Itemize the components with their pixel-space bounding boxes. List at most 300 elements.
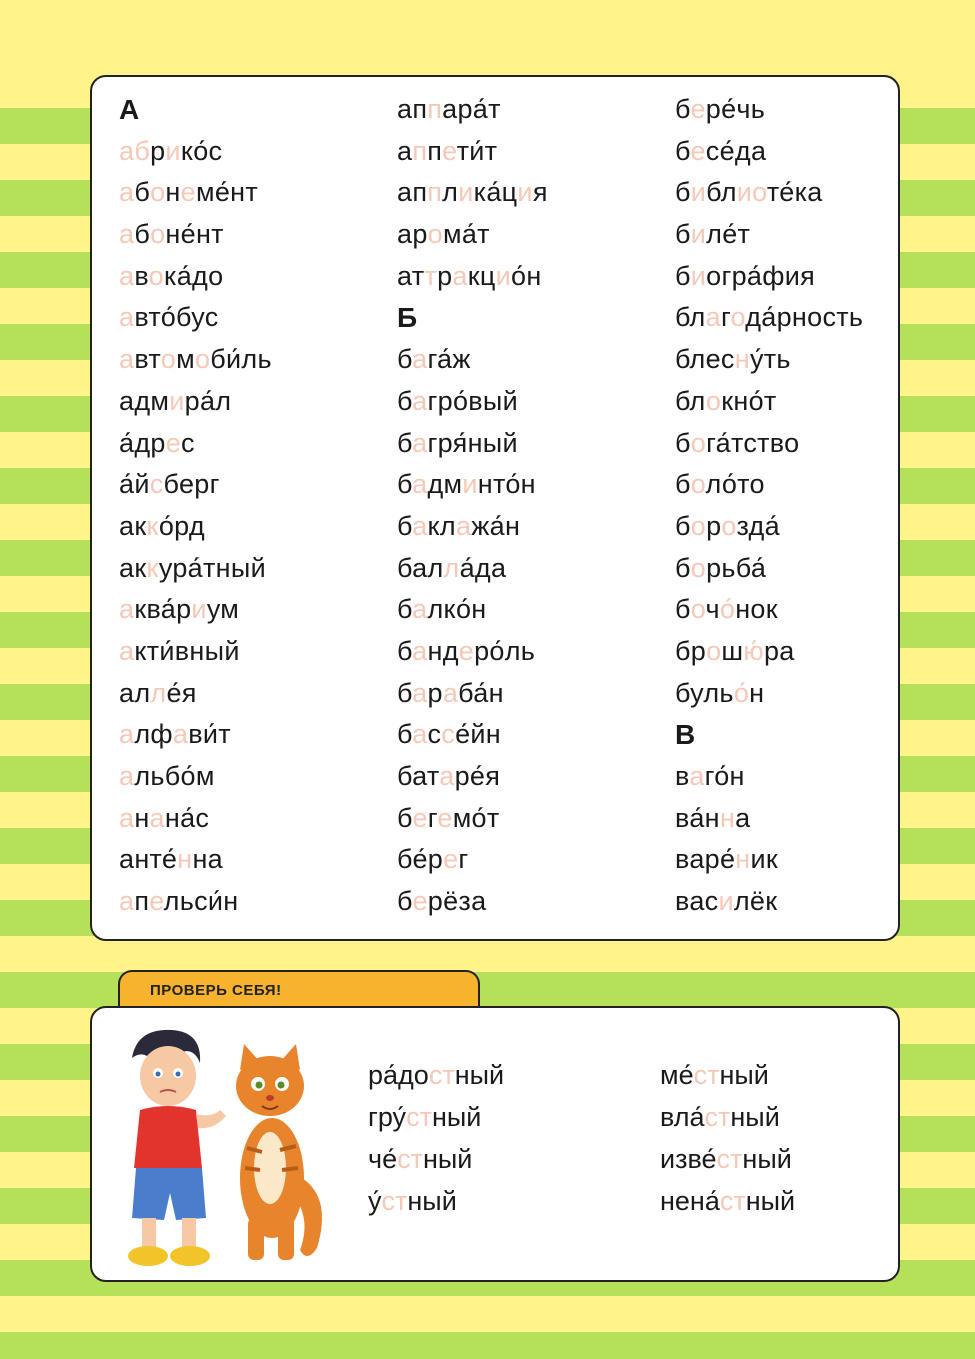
word-fragment: б [675, 510, 691, 541]
word-fragment: блес [675, 344, 735, 375]
hidden-letter: а [412, 344, 428, 375]
word-fragment: ап [397, 177, 428, 208]
word-fragment: ный [422, 1144, 473, 1174]
word-fragment: ный [431, 1102, 482, 1132]
hidden-letter: а [442, 677, 459, 708]
word-fragment: в [675, 761, 690, 791]
hidden-letter: а [412, 594, 428, 625]
hidden-letter: п [412, 135, 428, 166]
word-fragment: кти́вный [134, 635, 240, 666]
word-fragment: с [427, 719, 442, 750]
word-fragment: кц [467, 260, 496, 291]
word-item [397, 214, 548, 256]
word-item [368, 1180, 504, 1222]
word-fragment: бл [706, 177, 737, 208]
hidden-letter: к [146, 510, 159, 541]
word-fragment: у́ть [749, 344, 791, 375]
word-item [397, 548, 548, 590]
word-fragment: се́да [705, 135, 767, 166]
word-item [119, 381, 272, 423]
hidden-letter: с [149, 469, 164, 500]
word-fragment: б [675, 135, 691, 166]
hidden-letter: о [690, 510, 707, 541]
word-item [675, 339, 863, 381]
hidden-letter: о [150, 177, 166, 208]
boy-and-cat-illustration [102, 1018, 342, 1278]
hidden-letter: о [160, 344, 177, 375]
hidden-letter: и [169, 385, 185, 416]
hidden-letter: а [119, 302, 135, 333]
word-fragment: б [397, 510, 413, 541]
word-fragment: ара́т [442, 94, 501, 124]
word-fragment: вас [675, 886, 719, 917]
word-fragment: р [437, 260, 453, 291]
hidden-letter: а [119, 594, 135, 625]
hidden-letter: а [119, 761, 135, 791]
word-fragment: ат [397, 260, 425, 291]
hidden-letter: ст [381, 1186, 408, 1216]
hidden-letter: л [443, 552, 460, 583]
word-item [119, 339, 272, 381]
word-item [675, 881, 863, 923]
word-fragment: огра́фия [706, 260, 816, 291]
word-item [675, 589, 863, 631]
word-fragment: ра [763, 635, 795, 666]
word-item [397, 506, 548, 548]
word-fragment: ура́тный [158, 552, 266, 583]
word-fragment: н [134, 802, 150, 833]
hidden-letter: а [119, 802, 135, 833]
word-fragment: а [735, 802, 751, 833]
word-item [397, 673, 548, 715]
word-fragment: б [675, 427, 691, 458]
word-fragment: б [675, 594, 691, 625]
hidden-letter: п [427, 94, 443, 124]
word-fragment: бал [397, 552, 444, 583]
hidden-letter: а [119, 719, 135, 750]
word-fragment: ти́т [456, 135, 498, 166]
word-fragment: кно́т [721, 385, 777, 416]
hidden-letter: е [412, 886, 428, 917]
word-fragment: ный [719, 1060, 769, 1090]
word-fragment: варе́ [675, 844, 736, 875]
hidden-letter: е [690, 135, 706, 166]
word-fragment: б [397, 344, 413, 375]
hidden-letter: ст [704, 1102, 731, 1132]
word-fragment: вла́ [660, 1102, 705, 1132]
word-item [397, 381, 548, 423]
word-fragment: ка́ц [473, 177, 518, 208]
word-fragment: рьба́ [706, 552, 767, 583]
word-fragment: ро́ль [474, 635, 536, 666]
word-fragment: ный [407, 1186, 457, 1216]
hidden-letter: а [172, 719, 189, 750]
word-item [397, 881, 548, 923]
word-fragment: бл [675, 302, 706, 333]
word-fragment: на [192, 844, 223, 875]
hidden-letter: п [427, 177, 443, 208]
word-fragment: а́й [119, 469, 150, 500]
boy-icon [128, 1030, 226, 1266]
word-fragment: да́рность [745, 302, 864, 333]
word-item [675, 423, 863, 465]
hidden-letter: а [119, 635, 135, 666]
hidden-letter: о [690, 427, 707, 458]
word-fragment: ный [745, 1186, 796, 1216]
word-fragment: м [176, 344, 195, 375]
word-item [675, 89, 863, 131]
word-item [119, 631, 272, 673]
word-item [119, 756, 272, 798]
word-fragment: мо́т [452, 802, 500, 833]
word-fragment: у́ [368, 1186, 382, 1216]
word-item [675, 506, 863, 548]
hidden-letter: и [165, 135, 181, 166]
hidden-letter: е [458, 635, 475, 666]
word-item [119, 172, 272, 214]
cat-icon [236, 1044, 322, 1260]
word-item [660, 1138, 795, 1180]
word-fragment: б [397, 802, 413, 833]
word-fragment: г [458, 844, 469, 875]
word-fragment: ный [742, 1144, 792, 1174]
hidden-letter: и [517, 177, 533, 208]
word-fragment: вто́бус [134, 302, 219, 333]
hidden-letter: а [705, 302, 721, 333]
word-item [397, 631, 548, 673]
word-fragment: на́с [164, 802, 210, 833]
word-fragment: р [150, 135, 166, 166]
hidden-letter: н [735, 844, 751, 875]
word-fragment: ме́ [660, 1060, 694, 1090]
word-fragment: н [749, 677, 765, 708]
hidden-letter: и [736, 177, 753, 208]
word-item [119, 214, 272, 256]
hidden-letter: о [194, 344, 211, 375]
hidden-letter: а [412, 385, 428, 416]
hidden-letter: е [443, 844, 459, 875]
word-fragment: би́ль [210, 344, 272, 375]
word-fragment: п [134, 886, 150, 917]
word-item [397, 839, 548, 881]
word-item [397, 589, 548, 631]
word-item [368, 1096, 504, 1138]
word-fragment: б [675, 260, 691, 291]
word-fragment: ви́т [188, 719, 231, 750]
word-fragment: с [181, 427, 195, 458]
word-fragment: гро́вый [427, 385, 518, 416]
word-fragment: р [427, 677, 443, 708]
word-fragment: я [532, 177, 548, 208]
hidden-letter: и [458, 177, 474, 208]
word-item [397, 172, 548, 214]
hidden-letter: а [412, 635, 428, 666]
hidden-letter: о [706, 635, 722, 666]
word-item [119, 839, 272, 881]
word-fragment: р [706, 510, 722, 541]
hidden-letter: т [424, 260, 438, 291]
hidden-letter: ю́ [743, 635, 764, 666]
word-item [675, 464, 863, 506]
word-fragment: ап [397, 94, 428, 124]
word-fragment: гру́ [368, 1102, 407, 1132]
word-fragment: в [134, 260, 149, 291]
word-column-3 [675, 89, 863, 923]
word-fragment: ак [119, 552, 147, 583]
word-fragment: ре́чь [705, 94, 766, 124]
word-list-card [90, 75, 900, 941]
word-item [397, 256, 548, 298]
word-fragment: ал [119, 677, 151, 708]
hidden-letter: ст [428, 1060, 455, 1090]
word-fragment: б [397, 677, 413, 708]
word-fragment: бат [397, 761, 440, 791]
word-fragment: г [720, 302, 731, 333]
word-fragment: ме́нт [195, 177, 259, 208]
word-fragment: ный [454, 1060, 505, 1090]
hidden-letter: а [412, 510, 428, 541]
word-fragment: ма́т [442, 219, 490, 250]
word-fragment: ква́р [134, 594, 192, 625]
word-item [675, 839, 863, 881]
word-item [397, 714, 548, 756]
word-item [675, 214, 863, 256]
word-fragment: лф [134, 719, 173, 750]
hidden-letter: л [150, 677, 167, 708]
word-fragment: не́нт [165, 219, 224, 250]
section-letter: А [119, 94, 140, 125]
word-fragment: кл [427, 510, 456, 541]
hidden-letter: ст [716, 1144, 743, 1174]
word-item [397, 464, 548, 506]
word-item [119, 256, 272, 298]
word-fragment: б [397, 719, 413, 750]
word-fragment: б [134, 219, 151, 250]
hidden-letter: о [690, 469, 706, 500]
hidden-letter: и [690, 219, 707, 250]
hidden-letter: е [165, 427, 182, 458]
hidden-letter: а [452, 260, 468, 291]
hidden-letter: о [690, 552, 707, 583]
word-fragment: льси́н [163, 886, 239, 917]
hidden-letter: и [690, 260, 707, 291]
word-item [675, 548, 863, 590]
word-fragment: рёза [427, 886, 487, 917]
hidden-letter: а [412, 469, 428, 500]
word-fragment: лко́н [427, 594, 487, 625]
hidden-letter: и [690, 177, 707, 208]
word-fragment: ный [730, 1102, 780, 1132]
word-fragment: нто́н [477, 469, 536, 500]
word-fragment: ак [119, 510, 147, 541]
hidden-letter: ст [719, 1186, 746, 1216]
word-fragment: б [675, 94, 691, 124]
word-fragment: б [397, 427, 413, 458]
word-fragment: вт [134, 344, 161, 375]
hidden-letter: и [462, 469, 478, 500]
hidden-letter: н [719, 802, 736, 833]
check-column-2 [660, 1054, 795, 1222]
word-item [119, 464, 272, 506]
hidden-letter: а [119, 260, 135, 291]
word-fragment: гря́ный [427, 427, 518, 458]
hidden-letter: а [412, 427, 428, 458]
word-fragment: жа́н [471, 510, 521, 541]
word-fragment: ум [206, 594, 240, 625]
section-letter: Б [397, 302, 418, 334]
word-item [119, 548, 272, 590]
hidden-letter: о [730, 302, 746, 333]
word-fragment: б [675, 552, 691, 583]
hidden-letter: о [150, 219, 166, 250]
word-fragment: га́ж [427, 344, 471, 375]
word-item [660, 1180, 795, 1222]
word-item [675, 381, 863, 423]
hidden-letter: а [439, 761, 455, 791]
word-item [675, 131, 863, 173]
word-item [675, 631, 863, 673]
word-fragment: нд [427, 635, 459, 666]
word-item [119, 589, 272, 631]
word-item [675, 256, 863, 298]
hidden-letter: о [721, 510, 737, 541]
word-fragment: о́н [511, 260, 542, 291]
hidden-letter: е [437, 802, 453, 833]
word-item [119, 131, 272, 173]
word-fragment: г [427, 802, 438, 833]
word-item [397, 423, 548, 465]
hidden-letter: ст [406, 1102, 432, 1132]
hidden-letter: а [455, 510, 472, 541]
hidden-letter: о [427, 219, 443, 250]
hidden-letter: е [180, 177, 196, 208]
word-item [119, 714, 272, 756]
word-fragment: о́рд [158, 510, 205, 541]
word-fragment: че́ [368, 1144, 398, 1174]
word-fragment: га́тство [706, 427, 800, 458]
word-fragment: ре́я [454, 761, 501, 791]
word-fragment: б [397, 385, 413, 416]
word-fragment: е́я [166, 677, 197, 708]
hidden-letter: а [119, 177, 135, 208]
word-item [119, 297, 272, 339]
word-item [675, 297, 863, 339]
hidden-letter: ст [397, 1144, 423, 1174]
word-item [675, 673, 863, 715]
hidden-letter: а [412, 719, 428, 750]
word-fragment: ка́до [164, 260, 224, 291]
word-fragment: лёк [733, 886, 778, 917]
hidden-letter: и [495, 260, 511, 291]
word-item [397, 131, 548, 173]
hidden-letter: аб [119, 135, 151, 166]
hidden-letter: о́ [719, 594, 736, 625]
check-yourself-label: ПРОВЕРЬ СЕБЯ! [150, 982, 282, 999]
word-item [397, 339, 548, 381]
word-column-1 [119, 89, 272, 923]
hidden-letter: а [689, 761, 705, 791]
word-fragment: адм [119, 385, 170, 416]
word-item [119, 798, 272, 840]
word-fragment: зда́ [736, 510, 780, 541]
word-fragment: го́н [704, 761, 745, 791]
word-item [368, 1138, 504, 1180]
word-fragment: берг [163, 469, 220, 500]
word-item [675, 172, 863, 214]
hidden-letter: к [146, 552, 159, 583]
word-item [119, 673, 272, 715]
check-column-1 [368, 1054, 504, 1222]
hidden-letter: с [441, 719, 456, 750]
hidden-letter: и [718, 886, 734, 917]
word-fragment: а́др [119, 427, 166, 458]
word-fragment: ле́т [706, 219, 751, 250]
hidden-letter: а [149, 802, 165, 833]
word-fragment: б [675, 219, 691, 250]
word-item [119, 423, 272, 465]
word-fragment: п [427, 135, 443, 166]
word-item [660, 1054, 795, 1096]
hidden-letter: ст [693, 1060, 720, 1090]
word-fragment: б [397, 469, 413, 500]
word-fragment: те́ка [766, 177, 823, 208]
hidden-letter: о [690, 594, 706, 625]
hidden-letter: о [148, 260, 164, 291]
hidden-letter: н [734, 344, 750, 375]
word-fragment: б [675, 469, 691, 500]
word-fragment: буль [675, 677, 734, 708]
word-fragment: ба́н [458, 677, 504, 708]
word-item [675, 756, 863, 798]
word-item [368, 1054, 504, 1096]
word-fragment: нок [735, 594, 778, 625]
word-item [119, 506, 272, 548]
word-fragment: а́да [459, 552, 507, 583]
word-fragment: ва́н [675, 802, 720, 833]
word-fragment: бл [675, 385, 706, 416]
word-fragment: н [165, 177, 181, 208]
word-item [397, 798, 548, 840]
word-item [675, 798, 863, 840]
word-fragment: а [397, 135, 413, 166]
word-fragment: дм [427, 469, 463, 500]
hidden-letter: о [752, 177, 767, 208]
word-fragment: б [134, 177, 151, 208]
word-fragment: изве́ [660, 1144, 717, 1174]
hidden-letter: е [442, 135, 457, 166]
word-fragment: ра́л [184, 385, 232, 416]
word-fragment: ч [705, 594, 720, 625]
check-yourself-card [90, 1006, 900, 1282]
hidden-letter: а [412, 677, 428, 708]
word-fragment: нена́ [660, 1186, 720, 1216]
word-item [397, 89, 548, 131]
word-item [397, 756, 548, 798]
section-letter: В [675, 719, 696, 751]
hidden-letter: е [149, 886, 164, 917]
word-fragment: б [397, 635, 413, 666]
word-fragment: бр [675, 635, 707, 666]
hidden-letter: н [177, 844, 193, 875]
word-fragment: ик [750, 844, 779, 875]
word-fragment: ло́то [705, 469, 765, 500]
word-fragment: ар [397, 219, 428, 250]
word-fragment: б [397, 886, 413, 917]
hidden-letter: а [119, 886, 135, 917]
word-fragment: льбо́м [134, 761, 215, 791]
word-fragment: анте́ [119, 844, 178, 875]
hidden-letter: а [119, 219, 135, 250]
